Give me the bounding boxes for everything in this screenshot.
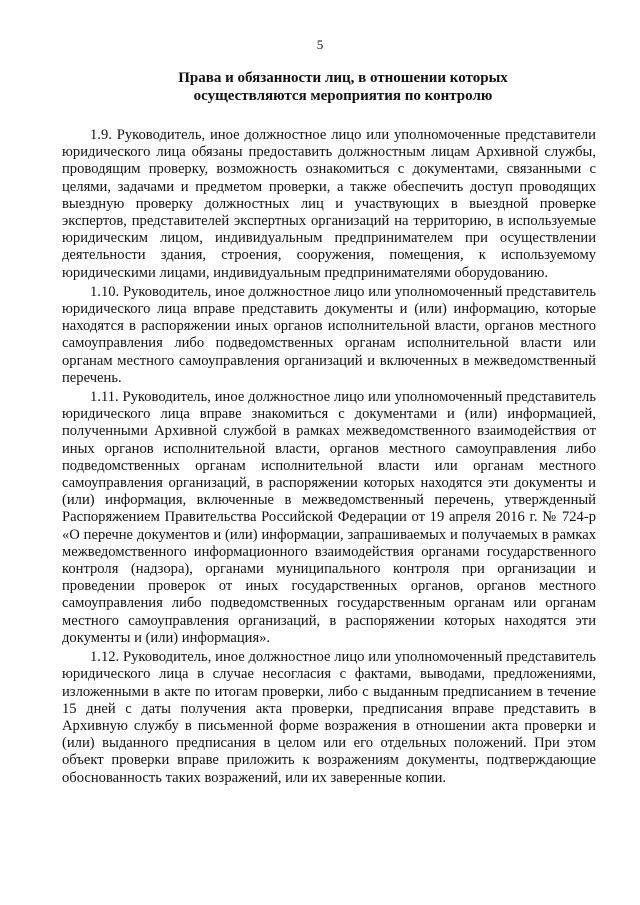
paragraph-1-11: 1.11. Руководитель, иное должностное лицо или уполномоченный представитель юридического лица вправе знакомиться с документами и (или) информацией, полученными Архивной службой в рамках межведомственного взаимодействия от иных органов исполнительной власти, органов местного самоуправления либо подведомственных органам исполнительной власти или органам местного самоуправления организаций, в распоряжении которых находятся эти документы и (или) информация, включенные в межведомственный перечень, утвержденный Распоряжением Правительства Российской Федерации от 19 апреля 2016 г. № 724-р «О перечне документов и (или) информации, запрашиваемых и получаемых в рамках межведомственного информационного взаимодействия органами государственного контроля (надзора), органами муниципального контроля при организации и проведении проверок от иных государственных органов, органов местного самоуправления либо подведомственных государственным органам или органам местного самоуправления организаций, в распоряжении которых находятся эти документы и (или) информация». [62,389,596,646]
paragraph-1-10: 1.10. Руководитель, иное должностное лицо или уполномоченный представитель юридического лица вправе представить документы и (или) информацию, которые находятся в распоряжении иных органов исполнительной власти, органов местного самоуправления либо подведомственных органам исполнительной власти или органам местного самоуправления организаций и включенных в межведомственный перечень. [62,283,596,386]
paragraph-1-9: 1.9. Руководитель, иное должностное лицо или уполномоченные представители юридического лица обязаны предоставить должностным лицам Архивной службы, проводящим проверку, возможность ознакомиться с документами, связанными с целями, задачами и предметом проверки, а также обеспечить доступ проводящих выездную проверку должностных лиц и участвующих в выездной проверке экспертов, представителей экспертных организаций на территорию, в используемые юридическим лицом, индивидуальным предпринимателем при осуществлении деятельности здания, строения, сооружения, помещения, к используемому юридическими лицами, индивидуальным предпринимателями оборудованию. [62,127,596,281]
section-heading-line-2: осуществляются мероприятия по контролю [193,88,493,104]
section-heading [90,69,596,105]
document-body [62,127,596,789]
page-number: 5 [316,37,324,52]
section-heading-line-1: Права и обязанности лиц, в отношении которых [178,70,508,86]
paragraph-1-12: 1.12. Руководитель, иное должностное лицо или уполномоченный представитель юридического лица в случае несогласия с фактами, выводами, предложениями, изложенными в акте по итогам проверки, либо с выданным предписанием в течение 15 дней с даты получения акта проверки, предписания вправе представить в Архивную службу в письменной форме возражения в отношении акта проверки и (или) выданного предписания в целом или его отдельных положений. При этом объект проверки вправе приложить к возражениям документы, подтверждающие обоснованность таких возражений, или их заверенные копии. [62,649,596,786]
